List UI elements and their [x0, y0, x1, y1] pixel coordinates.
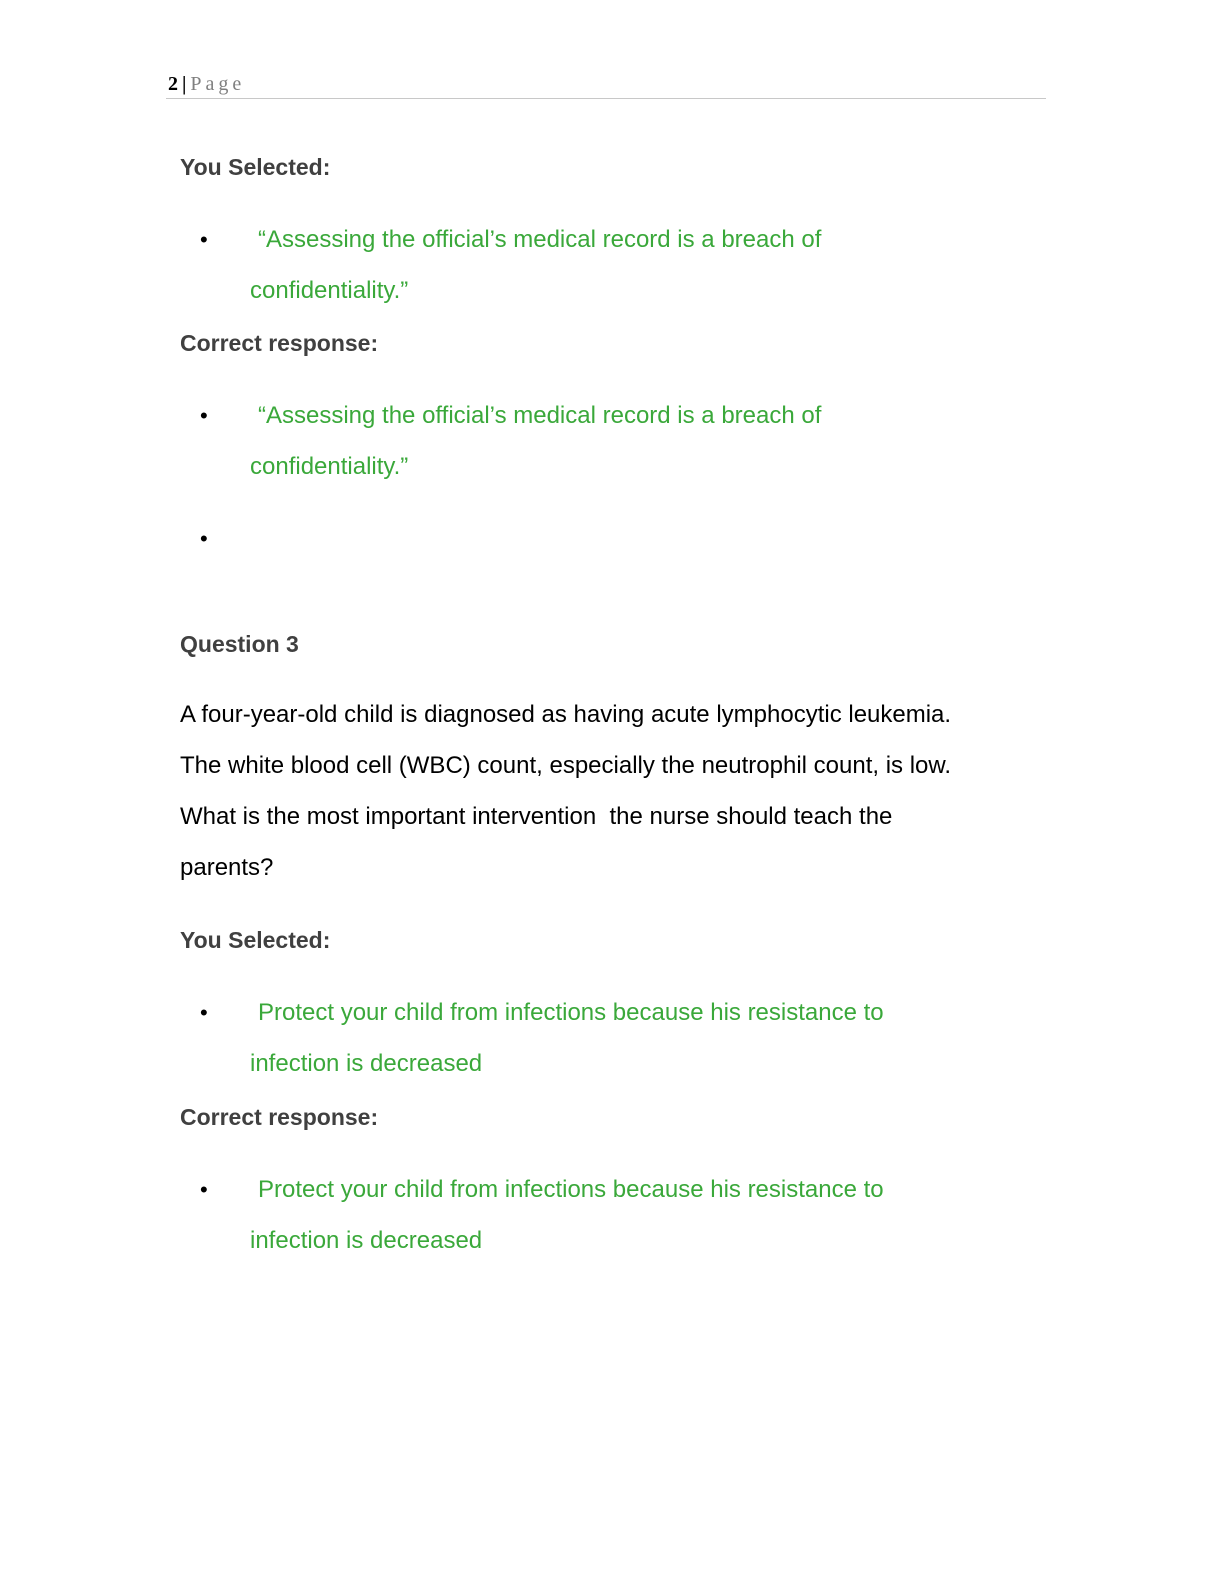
question-3-title: Question 3: [180, 631, 299, 657]
q2-correct-answer: [180, 401, 980, 501]
q2-correct-response-label: Correct response:: [180, 330, 379, 356]
page-separator: |: [182, 73, 187, 95]
q2-selected-answer-line2: confidentiality.”: [250, 277, 409, 304]
page-word: Page: [190, 73, 246, 95]
q3-correct-answer-line1: Protect your child from infections because his resistance to: [258, 1176, 884, 1203]
q3-correct-answer-line2: infection is decreased: [250, 1227, 483, 1254]
bullet-icon: •: [200, 1000, 208, 1025]
page-header: [166, 70, 1046, 99]
q3-selected-answer-line2: infection is decreased: [250, 1050, 483, 1077]
q3-correct-answer: [180, 1175, 980, 1275]
page-number-label: [168, 72, 245, 96]
q2-you-selected-label: You Selected:: [180, 154, 331, 180]
bullet-icon: •: [200, 1177, 208, 1202]
stem-line: The white blood cell (WBC) count, especially the neutrophil count, is low.: [180, 752, 952, 779]
page-number: 2: [168, 73, 178, 95]
q2-correct-answer-line2: confidentiality.”: [250, 453, 409, 480]
q3-correct-response-label: Correct response:: [180, 1104, 379, 1130]
q3-selected-answer-line1: Protect your child from infections because his resistance to: [258, 999, 884, 1026]
stem-line: A four-year-old child is diagnosed as having acute lymphocytic leukemia.: [180, 701, 952, 728]
q2-selected-answer-line1: “Assessing the official’s medical record is a breach of: [258, 226, 822, 253]
bullet-icon: •: [200, 227, 208, 252]
q2-selected-answer: [180, 225, 980, 325]
q3-selected-answer: [180, 998, 980, 1098]
empty-bullet-icon: •: [200, 526, 208, 551]
stem-line: What is the most important intervention the nurse should teach the: [180, 803, 893, 830]
stem-line: parents?: [180, 854, 274, 881]
q3-you-selected-label: You Selected:: [180, 927, 331, 953]
q2-correct-answer-line1: “Assessing the official’s medical record is a breach of: [258, 402, 822, 429]
bullet-icon: •: [200, 403, 208, 428]
